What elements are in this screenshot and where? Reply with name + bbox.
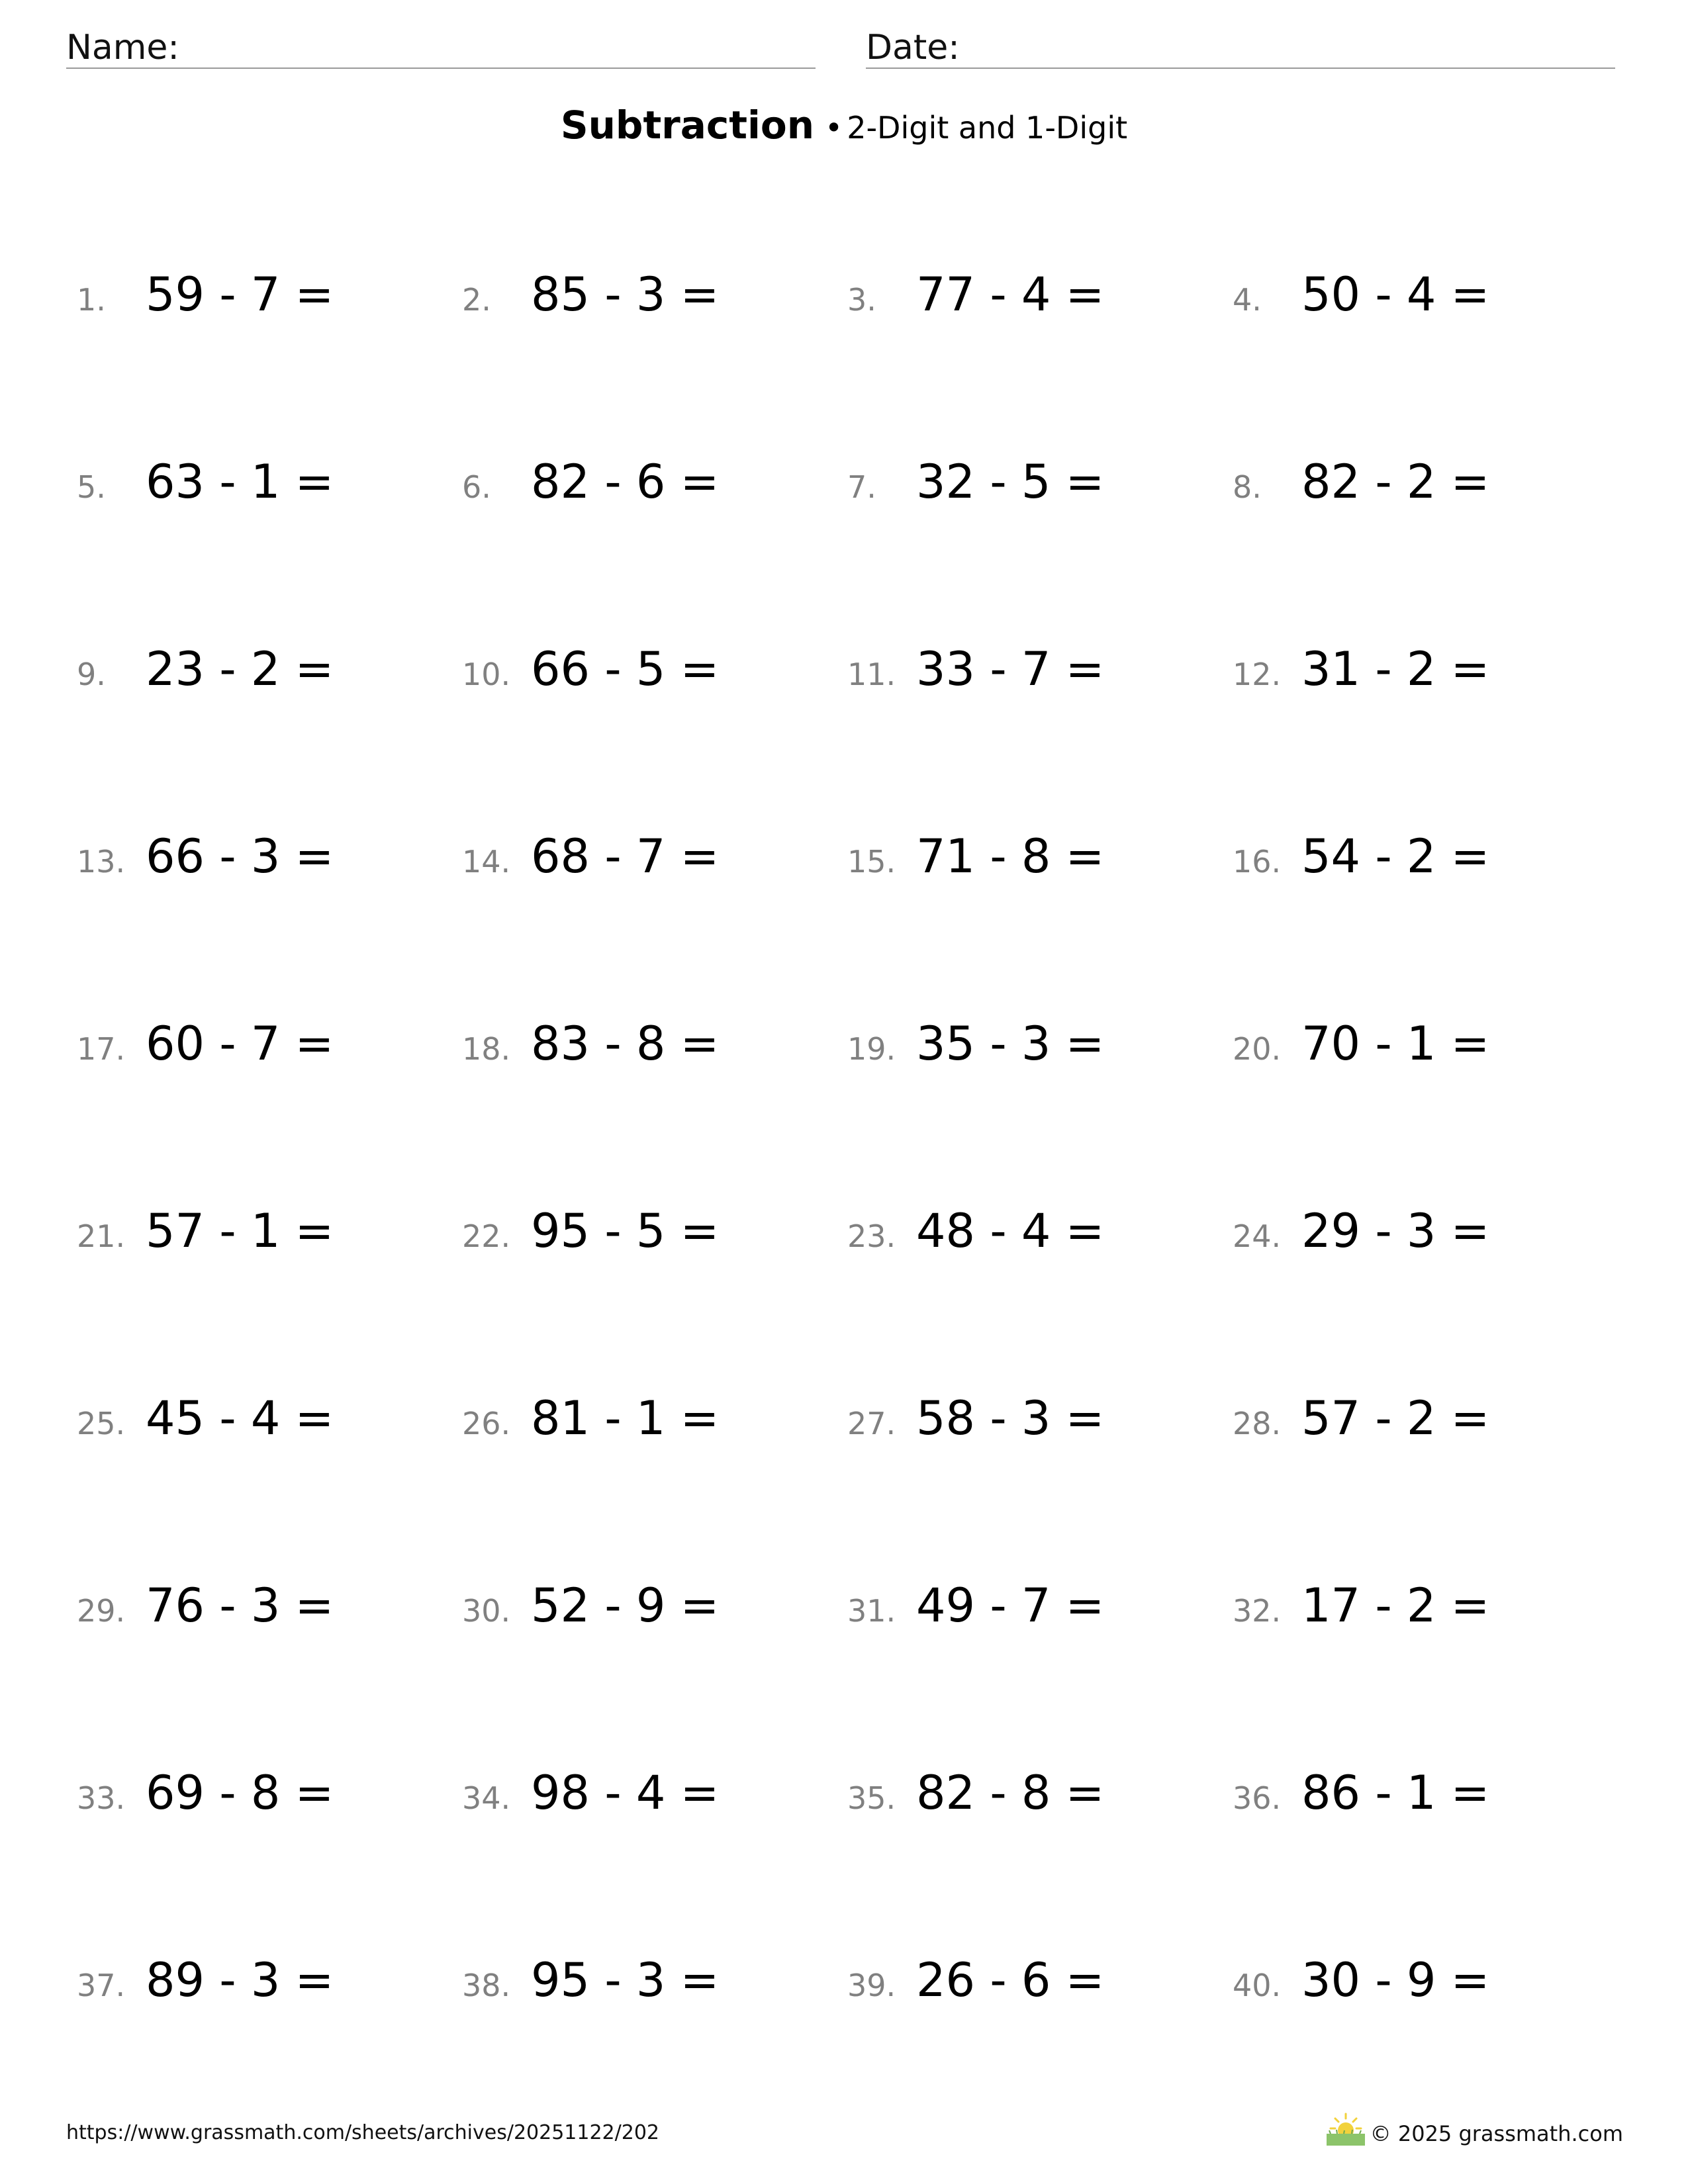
- problem-number: 17.: [77, 1031, 126, 1067]
- footer-url: https://www.grassmath.com/sheets/archives/20251122/202: [66, 2121, 660, 2144]
- problem-number: 7.: [847, 469, 876, 505]
- title-main: Subtraction: [560, 103, 815, 148]
- problem-number: 39.: [847, 1968, 896, 2003]
- problem-number: 31.: [847, 1593, 896, 1629]
- problem-number: 23.: [847, 1218, 896, 1254]
- problem-number: 24.: [1233, 1218, 1282, 1254]
- title-subtitle: 2-Digit and 1-Digit: [847, 110, 1128, 146]
- problem-expression: 54 - 2 =: [1301, 829, 1490, 884]
- grass-sun-logo-icon: [1323, 2111, 1369, 2147]
- problem-number: 10.: [462, 657, 511, 692]
- problem-number: 15.: [847, 844, 896, 880]
- problem-expression: 82 - 8 =: [916, 1766, 1105, 1820]
- problem-number: 37.: [77, 1968, 126, 2003]
- problem-expression: 49 - 7 =: [916, 1578, 1105, 1633]
- problem-expression: 70 - 1 =: [1301, 1017, 1490, 1071]
- problem-number: 11.: [847, 657, 896, 692]
- problem-number: 30.: [462, 1593, 511, 1629]
- problem-expression: 85 - 3 =: [531, 267, 720, 322]
- problem-expression: 48 - 4 =: [916, 1204, 1105, 1258]
- problem-expression: 69 - 8 =: [146, 1766, 334, 1820]
- problem-expression: 76 - 3 =: [146, 1578, 334, 1633]
- problem-number: 36.: [1233, 1780, 1282, 1816]
- problem-expression: 26 - 6 =: [916, 1953, 1105, 2007]
- problem-number: 3.: [847, 282, 876, 318]
- problem-number: 38.: [462, 1968, 511, 2003]
- problem-expression: 29 - 3 =: [1301, 1204, 1490, 1258]
- problem-expression: 60 - 7 =: [146, 1017, 334, 1071]
- problem-number: 29.: [77, 1593, 126, 1629]
- problem-expression: 98 - 4 =: [531, 1766, 720, 1820]
- problem-number: 32.: [1233, 1593, 1282, 1629]
- problem-number: 27.: [847, 1406, 896, 1441]
- problem-expression: 95 - 3 =: [531, 1953, 720, 2007]
- problem-number: 16.: [1233, 844, 1282, 880]
- problem-number: 20.: [1233, 1031, 1282, 1067]
- problem-expression: 50 - 4 =: [1301, 267, 1490, 322]
- problem-number: 1.: [77, 282, 106, 318]
- problem-expression: 82 - 6 =: [531, 455, 720, 509]
- problem-expression: 83 - 8 =: [531, 1017, 720, 1071]
- problem-number: 35.: [847, 1780, 896, 1816]
- problem-expression: 58 - 3 =: [916, 1391, 1105, 1445]
- problem-number: 22.: [462, 1218, 511, 1254]
- problem-expression: 52 - 9 =: [531, 1578, 720, 1633]
- problem-number: 2.: [462, 282, 491, 318]
- name-label: Name:: [66, 28, 179, 68]
- title-bullet: •: [825, 110, 843, 146]
- problem-expression: 17 - 2 =: [1301, 1578, 1490, 1633]
- problem-number: 8.: [1233, 469, 1262, 505]
- problem-number: 4.: [1233, 282, 1262, 318]
- problem-number: 26.: [462, 1406, 511, 1441]
- problem-expression: 45 - 4 =: [146, 1391, 334, 1445]
- problem-expression: 81 - 1 =: [531, 1391, 720, 1445]
- problem-expression: 31 - 2 =: [1301, 642, 1490, 696]
- problem-number: 9.: [77, 657, 106, 692]
- problem-number: 14.: [462, 844, 511, 880]
- problem-expression: 63 - 1 =: [146, 455, 334, 509]
- problem-expression: 71 - 8 =: [916, 829, 1105, 884]
- problem-expression: 35 - 3 =: [916, 1017, 1105, 1071]
- problem-expression: 66 - 3 =: [146, 829, 334, 884]
- problem-number: 6.: [462, 469, 491, 505]
- problem-expression: 95 - 5 =: [531, 1204, 720, 1258]
- problem-expression: 57 - 2 =: [1301, 1391, 1490, 1445]
- problem-expression: 59 - 7 =: [146, 267, 334, 322]
- problem-expression: 32 - 5 =: [916, 455, 1105, 509]
- problem-expression: 86 - 1 =: [1301, 1766, 1490, 1820]
- problem-expression: 66 - 5 =: [531, 642, 720, 696]
- problem-number: 18.: [462, 1031, 511, 1067]
- problem-number: 28.: [1233, 1406, 1282, 1441]
- date-label: Date:: [866, 28, 960, 68]
- problem-expression: 68 - 7 =: [531, 829, 720, 884]
- problem-expression: 33 - 7 =: [916, 642, 1105, 696]
- problem-number: 13.: [77, 844, 126, 880]
- problem-number: 12.: [1233, 657, 1282, 692]
- problem-expression: 82 - 2 =: [1301, 455, 1490, 509]
- problem-number: 5.: [77, 469, 106, 505]
- footer-copyright: © 2025 grassmath.com: [1370, 2121, 1623, 2146]
- problem-number: 34.: [462, 1780, 511, 1816]
- problem-number: 25.: [77, 1406, 126, 1441]
- problem-expression: 89 - 3 =: [146, 1953, 334, 2007]
- problem-expression: 23 - 2 =: [146, 642, 334, 696]
- problem-number: 40.: [1233, 1968, 1282, 2003]
- problem-expression: 30 - 9 =: [1301, 1953, 1490, 2007]
- problem-expression: 57 - 1 =: [146, 1204, 334, 1258]
- problem-number: 19.: [847, 1031, 896, 1067]
- problem-number: 33.: [77, 1780, 126, 1816]
- problem-expression: 77 - 4 =: [916, 267, 1105, 322]
- problem-number: 21.: [77, 1218, 126, 1254]
